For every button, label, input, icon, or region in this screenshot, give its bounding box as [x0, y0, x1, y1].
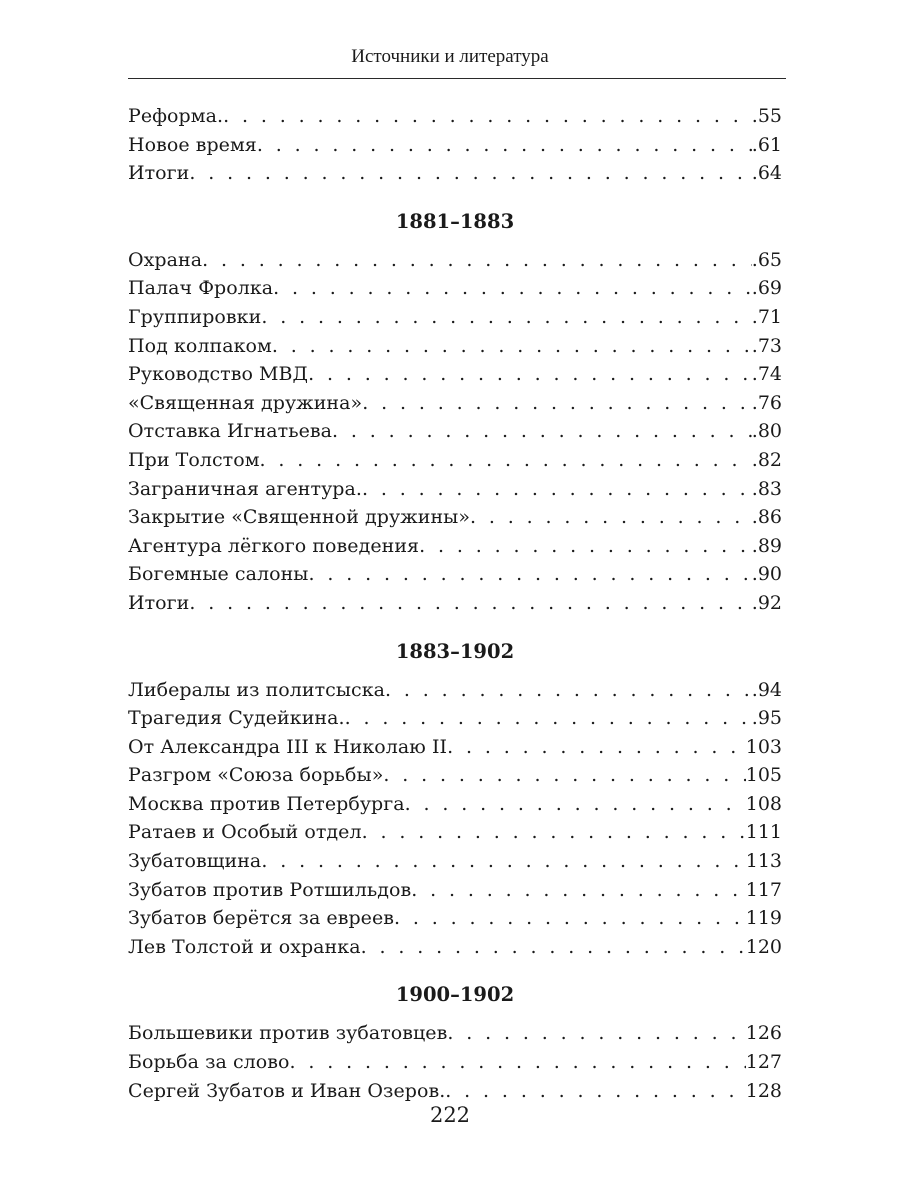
toc-entry-page: .86: [751, 506, 782, 529]
toc-entry-page: .82: [751, 448, 782, 471]
toc-entry: [128, 560, 782, 589]
toc-entry-title: Охрана: [128, 248, 203, 271]
dot-leader: [447, 733, 746, 762]
toc-entry-title: Сергей Зубатов и Иван Озеров.: [128, 1079, 446, 1102]
toc-entry-page: .90: [751, 563, 782, 586]
toc-entry-title: Либералы из политсыска: [128, 678, 386, 701]
section-heading: 1881–1883: [395, 209, 515, 233]
dot-leader: [202, 246, 752, 275]
dot-leader: [257, 131, 752, 160]
dot-leader: [411, 876, 746, 905]
dot-leader: [272, 332, 752, 361]
toc-entry: [128, 1019, 782, 1048]
dot-leader: [361, 933, 746, 962]
toc-entry-page: .92: [751, 591, 782, 614]
toc-entry-title: Реформа.: [128, 105, 224, 127]
toc-entry-title: Большевики против зубатовцев: [128, 1022, 448, 1045]
toc-entry-page: .65: [751, 248, 782, 271]
header-rule: [128, 78, 786, 79]
toc-entry: [128, 790, 782, 819]
toc-entry: [128, 876, 782, 905]
toc-entry-page: 128: [745, 1079, 782, 1102]
toc-entry-title: Москва против Петербурга: [128, 792, 405, 815]
dot-leader: [189, 589, 751, 618]
toc-entry: [128, 589, 782, 618]
toc-entry-page: .94: [751, 678, 782, 701]
dot-leader: [261, 847, 745, 876]
toc-entry-title: Богемные салоны: [128, 563, 309, 586]
toc-entry: [128, 446, 782, 475]
toc-entry: [128, 676, 782, 705]
toc-entry-page: 111: [745, 821, 782, 844]
toc-entry-title: Трагедия Судейкина.: [128, 707, 345, 730]
dot-leader: [261, 303, 751, 332]
dot-leader: [405, 790, 746, 819]
toc-entry-title: Зубатовщина: [128, 850, 262, 873]
dot-leader: [308, 360, 752, 389]
toc-entry-page: .76: [751, 391, 782, 414]
toc-entry: [128, 1048, 782, 1077]
toc-entry-title: Зубатов берётся за евреев: [128, 907, 395, 930]
toc-entry-title: Ратаев и Особый отдел: [128, 821, 362, 844]
toc-entry-title: Заграничная агентура.: [128, 477, 362, 500]
toc-entry-title: Итоги: [128, 591, 190, 614]
toc-entry: [128, 475, 782, 504]
toc-entry: [128, 503, 782, 532]
toc-entry-page: .71: [751, 305, 782, 328]
toc-entry: [128, 303, 782, 332]
toc-entry-page: 117: [745, 878, 782, 901]
toc-entry-title: Итоги: [128, 162, 190, 185]
toc-entry-title: Под колпаком: [128, 334, 272, 357]
toc-entry-title: «Священная дружина»: [128, 391, 363, 414]
toc-entry-title: Новое время: [128, 133, 257, 156]
toc-entry: [128, 532, 782, 561]
toc-entry: [128, 360, 782, 389]
toc-entry: [128, 733, 782, 762]
toc-entry-page: 105: [745, 764, 782, 787]
toc-entry-title: От Александра III к Николаю II: [128, 735, 448, 758]
toc-entry-page: 113: [745, 850, 782, 873]
running-head: Источники и литература: [351, 46, 549, 67]
dot-leader: [289, 1048, 745, 1077]
toc-entry: [128, 332, 782, 361]
toc-entry-title: Отставка Игнатьева: [128, 420, 333, 443]
dot-leader: [385, 676, 752, 705]
toc-entry: [128, 131, 782, 160]
toc-entry-title: Закрытие «Священной дружины»: [128, 506, 470, 529]
toc-entry-title: Агентура лёгкого поведения: [128, 534, 420, 557]
toc-entry: [128, 704, 782, 733]
toc-entry: [128, 159, 782, 188]
toc-entry-title: Палач Фролка: [128, 277, 274, 300]
dot-leader: [223, 102, 752, 131]
dot-leader: [394, 904, 746, 933]
dot-leader: [383, 761, 745, 790]
toc-entry-page: 126: [745, 1022, 782, 1045]
page-number: 222: [429, 1103, 471, 1127]
toc-entry-page: 108: [745, 792, 782, 815]
dot-leader: [345, 704, 752, 733]
toc-entry: [128, 904, 782, 933]
toc-entry-page: .83: [751, 477, 782, 500]
toc-entry-page: .89: [751, 534, 782, 557]
toc-entry-page: .61: [751, 133, 782, 156]
dot-leader: [273, 274, 752, 303]
toc-entry-page: 120: [745, 935, 782, 958]
toc-entry: [128, 933, 782, 962]
toc-entry-page: .64: [751, 162, 782, 185]
toc-entry-title: При Толстом: [128, 448, 260, 471]
dot-leader: [362, 818, 746, 847]
dot-leader: [260, 446, 752, 475]
toc-entry-page: 127: [745, 1051, 782, 1074]
toc-entry: [128, 274, 782, 303]
dot-leader: [447, 1019, 745, 1048]
section-heading: 1900–1902: [395, 983, 515, 1007]
toc-entry-page: .69: [751, 277, 782, 300]
toc-entry-page: .74: [751, 363, 782, 386]
toc-entry: [128, 818, 782, 847]
toc-entry-title: Борьба за слово: [128, 1051, 290, 1074]
toc-entry-title: Зубатов против Ротшильдов: [128, 878, 412, 901]
toc-entry: [128, 847, 782, 876]
toc-entry-page: .95: [751, 707, 782, 730]
toc-entry-title: Разгром «Союза борьбы»: [128, 764, 384, 787]
dot-leader: [470, 503, 752, 532]
dot-leader: [419, 532, 752, 561]
toc-entry-page: 119: [745, 907, 782, 930]
dot-leader: [308, 560, 751, 589]
table-of-contents: [128, 102, 782, 1105]
toc-entry-page: .55: [751, 105, 782, 127]
toc-entry: [128, 102, 782, 131]
toc-entry-page: 103: [745, 735, 782, 758]
section-heading: 1883–1902: [395, 639, 515, 663]
toc-entry: [128, 246, 782, 275]
toc-entry-title: Лев Толстой и охранка: [128, 935, 361, 958]
toc-entry: [128, 389, 782, 418]
toc-entry: [128, 761, 782, 790]
dot-leader: [332, 417, 752, 446]
toc-entry-title: Группировки: [128, 305, 262, 328]
toc-entry-title: Руководство МВД: [128, 363, 309, 386]
dot-leader: [189, 159, 751, 188]
toc-entry: [128, 417, 782, 446]
dot-leader: [362, 475, 752, 504]
toc-entry-page: .80: [751, 420, 782, 443]
dot-leader: [362, 389, 752, 418]
toc-entry-page: .73: [751, 334, 782, 357]
